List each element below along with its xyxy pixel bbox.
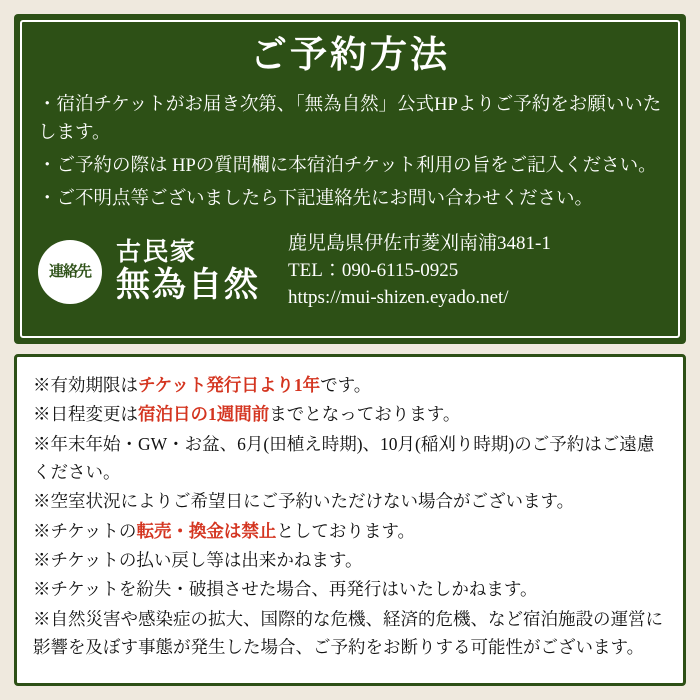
note-text: ※チケットを紛失・破損させた場合、再発行はいたしかねます。 [33, 579, 538, 600]
list-item [33, 517, 667, 545]
panel-inner-border [20, 20, 680, 338]
terms-and-conditions-panel [14, 354, 686, 686]
note-text: ※日程変更は [33, 404, 138, 425]
contact-website-url[interactable]: https://mui-shizen.eyado.net/ [288, 287, 509, 309]
note-text: です。 [320, 375, 372, 395]
list-item: ・ご不明点等ございましたら下記連絡先にお問い合わせください。 [38, 188, 594, 209]
list-item [33, 400, 667, 428]
note-text: までとなっております。 [269, 404, 461, 425]
list-item [33, 371, 667, 399]
brand-logo [116, 240, 270, 303]
note-text: としております。 [276, 520, 416, 541]
reservation-steps-list [38, 91, 662, 218]
contact-address: 鹿児島県伊佐市菱刈南浦3481-1 [288, 233, 551, 255]
highlighted-text: チケット発行日より1年 [138, 375, 321, 395]
note-text: ※自然災害や感染症の拡大、国際的な危機、経済的危機、など宿泊施設の運営に影響を及ぼす事態が発生した場合、ご予約をお断りする可能性がございます。 [33, 608, 663, 658]
note-text: ※チケットの [33, 520, 137, 541]
highlighted-text: 宿泊日の1週間前 [138, 404, 270, 425]
list-item [33, 575, 667, 603]
contact-details [284, 231, 662, 312]
list-item [33, 430, 667, 487]
contact-badge: 連絡先 [38, 240, 102, 304]
note-text: ※空室状況によりご希望日にご予約いただけない場合がございます。 [33, 491, 575, 512]
terms-list [33, 371, 667, 661]
page-title: ご予約方法 [250, 35, 450, 76]
list-item [33, 487, 667, 515]
brand-subtitle: 古民家 [116, 239, 198, 267]
list-item [33, 605, 667, 662]
list-item: ・宿泊チケットがお届き次第、「無為自然」公式HPよりご予約をお願いいたします。 [38, 94, 662, 144]
reservation-method-panel [14, 14, 686, 344]
brand-name: 無為自然 [116, 267, 260, 305]
list-item: ・ご予約の際は HPの質問欄に本宿泊チケット利用の旨をご記入ください。 [38, 156, 657, 177]
list-item [33, 546, 667, 574]
highlighted-text: 転売・換金は禁止 [136, 520, 277, 541]
note-text: ※有効期限は [33, 375, 138, 395]
contact-telephone: TEL：090-6115-0925 [288, 260, 459, 282]
contact-block [38, 231, 662, 312]
note-text: ※チケットの払い戻し等は出来かねます。 [33, 550, 363, 571]
note-text: ※年末年始・GW・お盆、6月(田植え時期)、10月(稲刈り時期)のご予約はご遠慮ください。 [33, 433, 655, 483]
